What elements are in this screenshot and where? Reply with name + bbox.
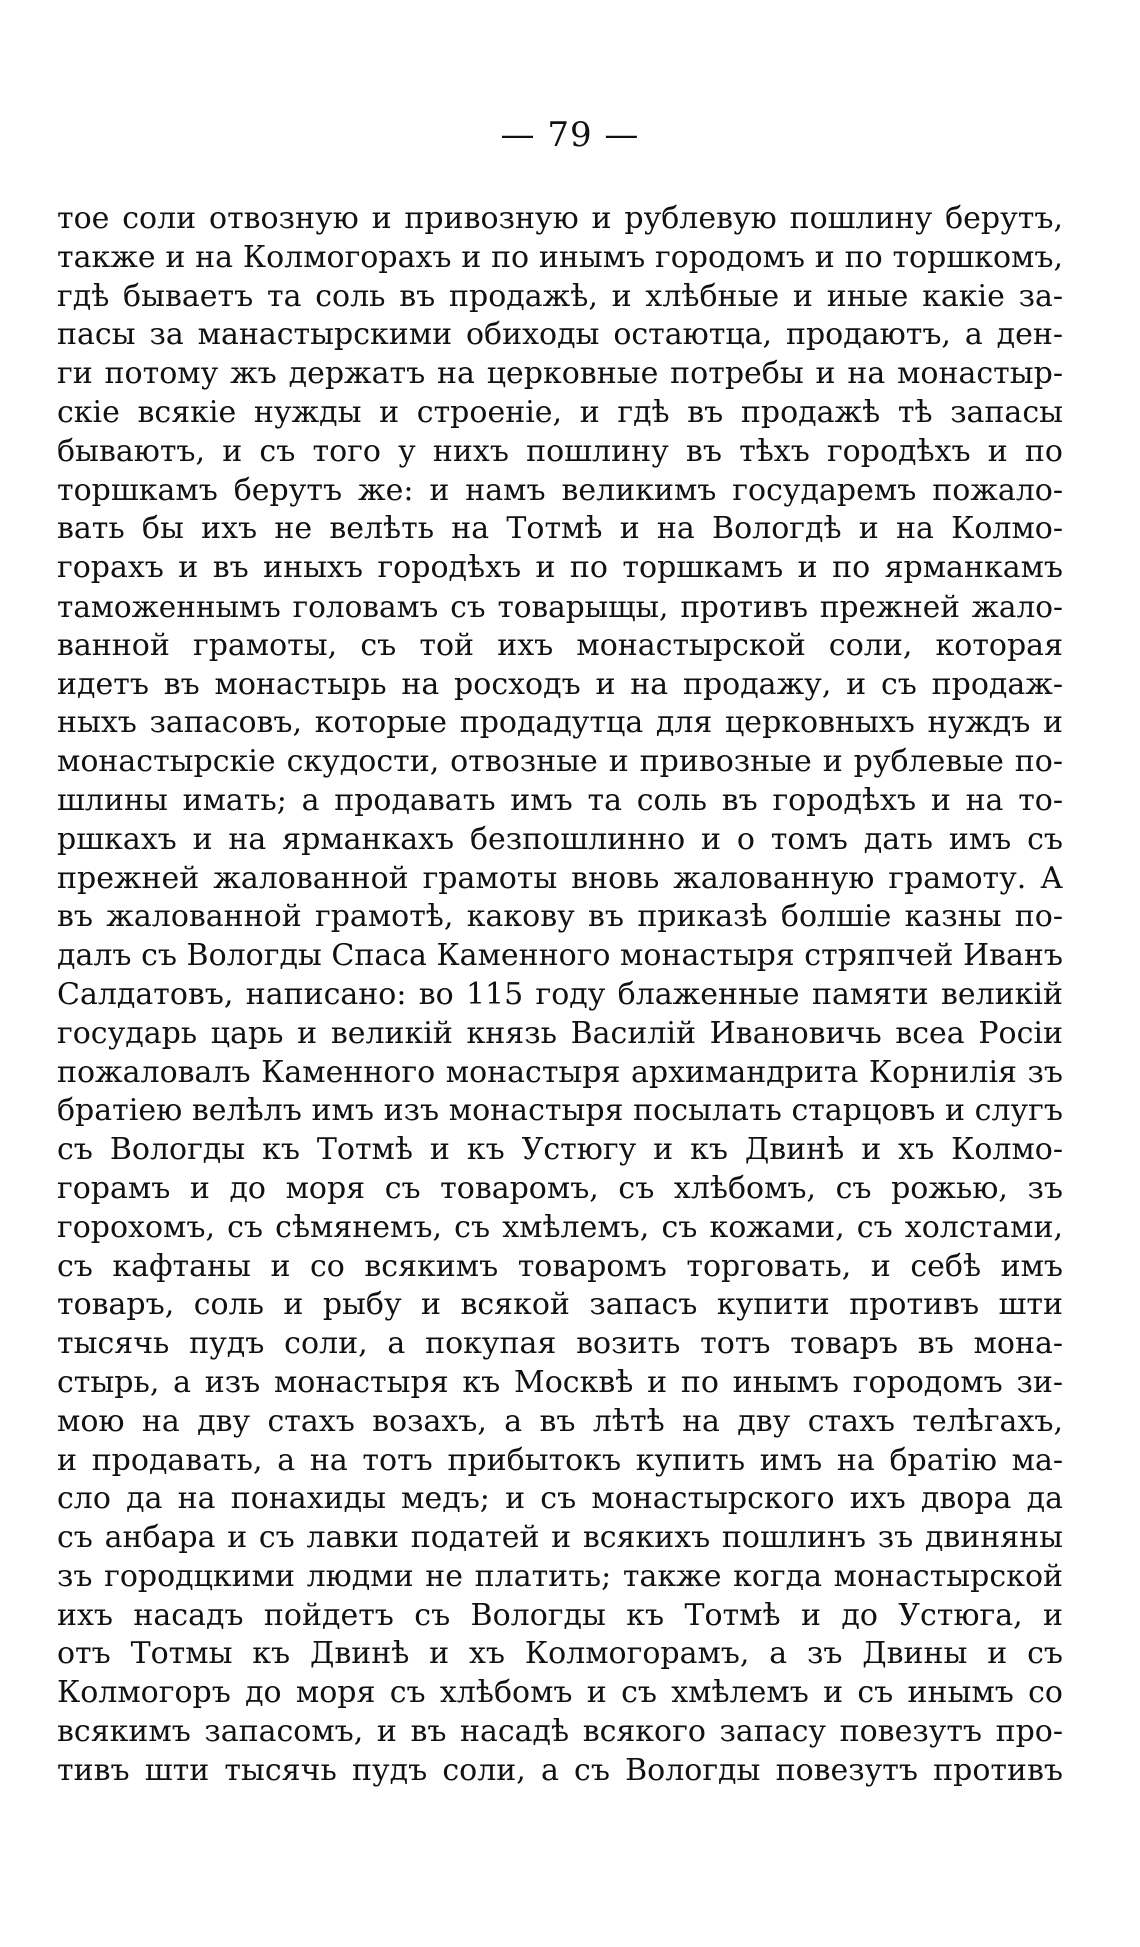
text-line: ги потому жъ держатъ на церковные потребы и на монастыр- <box>57 356 1063 392</box>
text-line: сло да на понахиды медъ; и съ монастырского ихъ двора да <box>57 1481 1063 1517</box>
text-line: Колмогоръ до моря съ хлѣбомъ и съ хмѣлемъ и съ инымъ со <box>57 1675 1063 1711</box>
text-line: гдѣ бываетъ та соль въ продажѣ, и хлѣбные и иные какіе за- <box>57 278 1063 314</box>
text-line: горамъ и до моря съ товаромъ, съ хлѣбомъ, съ рожью, зъ <box>57 1170 1063 1206</box>
text-line: пожаловалъ Каменного монастыря архимандрита Корнилія зъ <box>57 1054 1063 1090</box>
text-line: шлины имать; а продавать имъ та соль въ городѣхъ и на то- <box>57 782 1063 818</box>
text-line: тое соли отвозную и привозную и рублевую пошлину берутъ, <box>57 201 1063 236</box>
text-line: съ кафтаны и со всякимъ товаромъ торговать, и себѣ имъ <box>57 1248 1063 1284</box>
text-line: бываютъ, и съ того у нихъ пошлину въ тѣхъ городѣхъ и по <box>57 433 1063 469</box>
text-line: отъ Тотмы къ Двинѣ и хъ Колмогорамъ, а зъ Двины и съ <box>57 1636 1063 1672</box>
text-line: горохомъ, съ сѣмянемъ, съ хмѣлемъ, съ кожами, съ холстами, <box>57 1209 1063 1245</box>
text-line: идетъ въ монастырь на росходъ и на продажу, и съ продаж- <box>57 666 1063 702</box>
text-line: съ анбара и съ лавки податей и всякихъ пошлинъ зъ двиняны <box>57 1520 1063 1556</box>
text-line: государь царь и великій князь Василій Ивановичь всеа Росіи <box>57 1015 1063 1051</box>
text-line: съ Вологды къ Тотмѣ и къ Устюгу и къ Двинѣ и хъ Колмо- <box>57 1132 1063 1168</box>
text-line: скіе всякіе нужды и строеніе, и гдѣ въ продажѣ тѣ запасы <box>57 394 1063 430</box>
text-line: торшкамъ берутъ же: и намъ великимъ государемъ пожало- <box>57 472 1063 508</box>
text-line: прежней жалованной грамоты вновь жалованную грамоту. А <box>57 860 1063 896</box>
text-line: товаръ, соль и рыбу и всякой запасъ купити противъ шти <box>57 1287 1063 1323</box>
text-line: Салдатовъ, написано: во 115 году блаженные памяти великій <box>57 976 1063 1012</box>
text-line: ванной грамоты, съ той ихъ монастырской соли, которая <box>57 627 1063 663</box>
text-line: ихъ насадъ пойдетъ съ Вологды къ Тотмѣ и до Устюга, и <box>57 1597 1063 1633</box>
text-line: зъ городцкими людми не платить; также когда монастырской <box>57 1558 1063 1594</box>
text-line: ршкахъ и на ярманкахъ безпошлинно и о томъ дать имъ съ <box>57 821 1063 857</box>
text-line: стырь, а изъ монастыря къ Москвѣ и по инымъ городомъ зи- <box>57 1364 1063 1400</box>
text-line: братіею велѣлъ имъ изъ монастыря посылать старцовъ и слугъ <box>57 1093 1063 1129</box>
text-line: тивъ шти тысячь пудъ соли, а съ Вологды повезутъ противъ <box>57 1752 1063 1788</box>
text-line: и продавать, а на тотъ прибытокъ купить имъ на братію ма- <box>57 1442 1063 1478</box>
text-line: тысячь пудъ соли, а покупая возить тотъ товаръ въ мона- <box>57 1326 1063 1362</box>
text-line: ныхъ запасовъ, которые продадутца для церковныхъ нуждъ и <box>57 705 1063 741</box>
text-line: далъ съ Вологды Спаса Каменного монастыря стряпчей Иванъ <box>57 938 1063 974</box>
text-line: монастырскіе скудости, отвозные и привозные и рублевые по- <box>57 744 1063 780</box>
text-line: вать бы ихъ не велѣть на Тотмѣ и на Вологдѣ и на Колмо- <box>57 511 1063 547</box>
text-line: таможеннымъ головамъ съ товарыщы, противъ прежней жало- <box>57 589 1063 624</box>
text-body <box>57 200 1063 1791</box>
text-line: мою на дву стахъ возахъ, а въ лѣтѣ на дву стахъ телѣгахъ, <box>57 1403 1063 1439</box>
text-line: горахъ и въ иныхъ городѣхъ и по торшкамъ и по ярманкамъ <box>57 550 1063 586</box>
text-line: въ жалованной грамотѣ, какову въ приказѣ болшіе казны по- <box>57 899 1063 935</box>
page-number: — 79 — <box>500 115 640 155</box>
text-line: всякимъ запасомъ, и въ насадѣ всякого запасу повезутъ про- <box>57 1714 1063 1750</box>
text-line: также и на Колмогорахъ и по инымъ городомъ и по торшкомъ, <box>57 239 1063 275</box>
text-line: пасы за манастырскими обиходы остаютца, продаютъ, а ден- <box>57 317 1063 353</box>
